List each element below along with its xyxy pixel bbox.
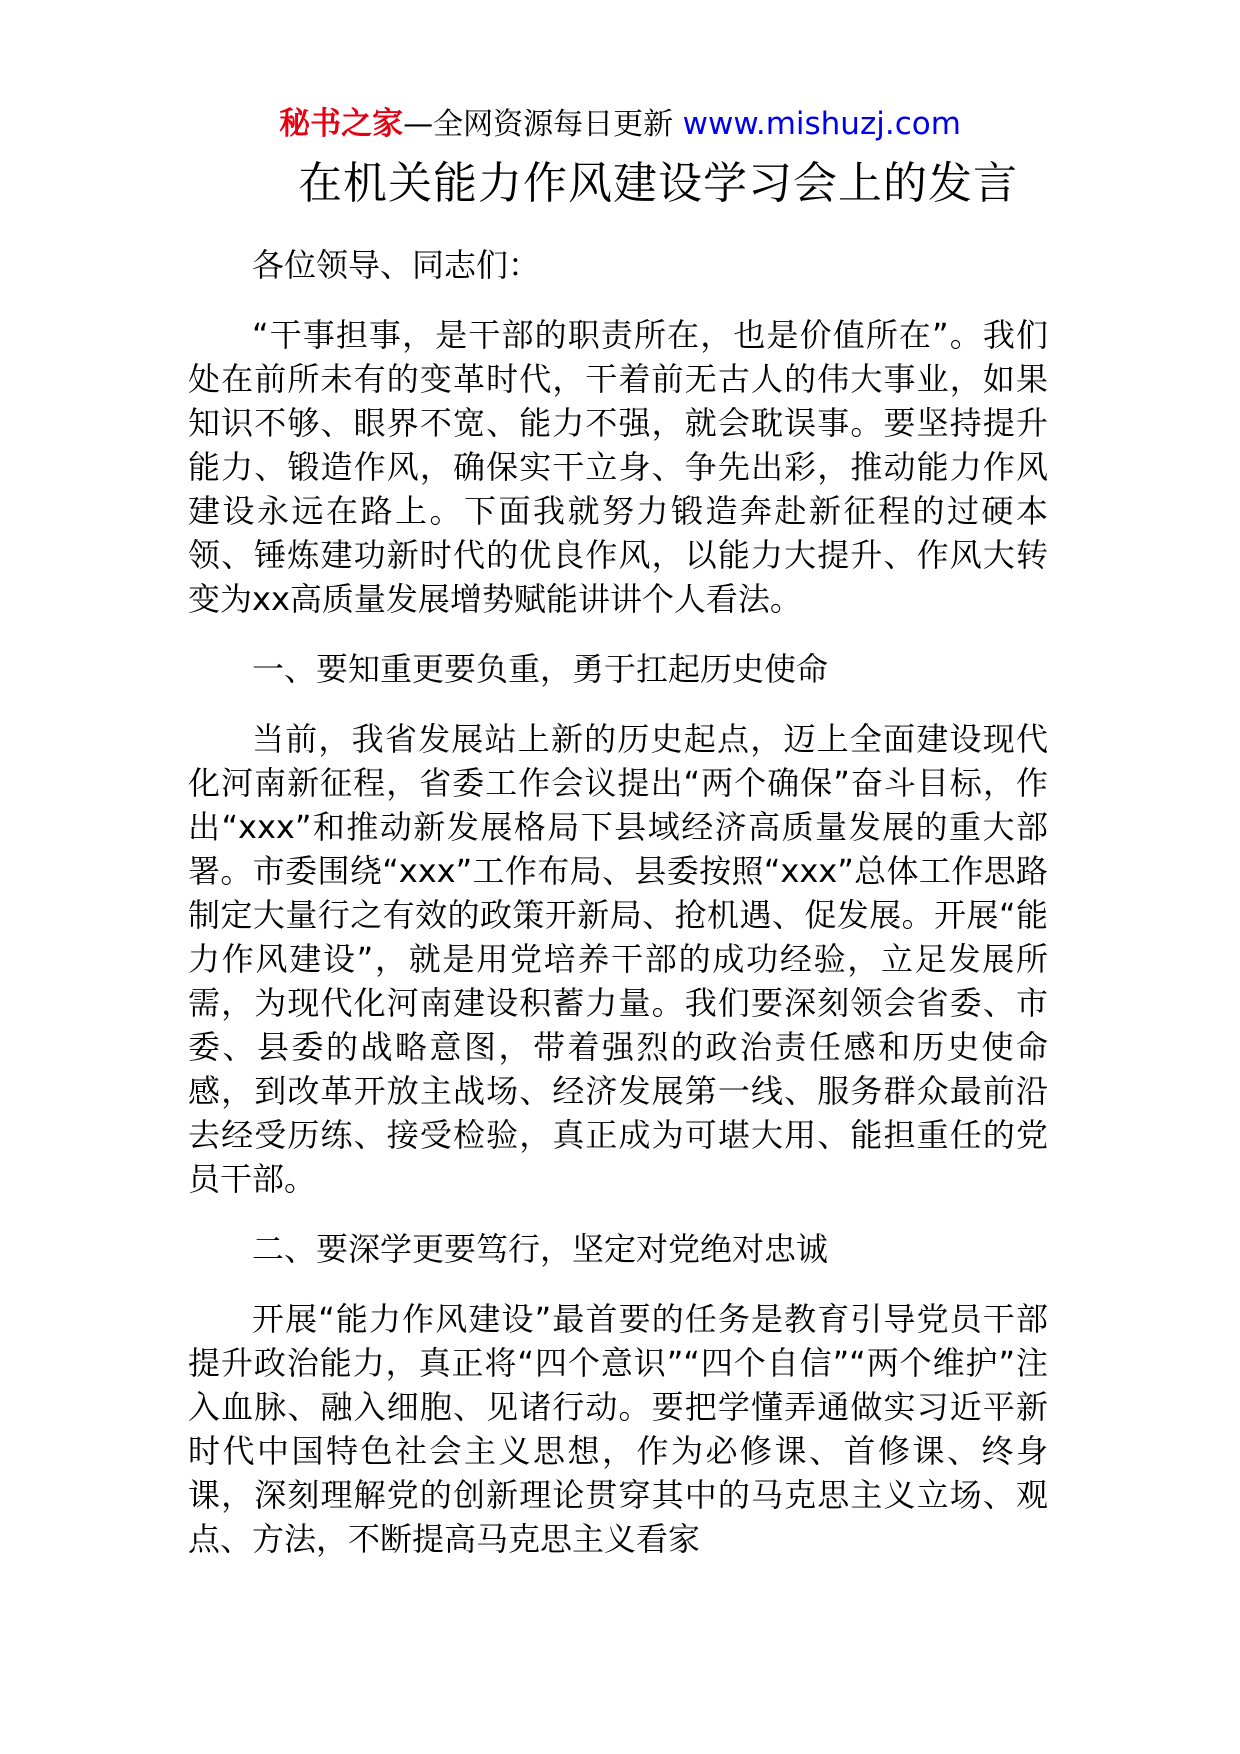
site-brand: 秘书之家 — [279, 106, 404, 142]
paragraph-1: “干事担事，是干部的职责所在，也是价值所在”。我们处在前所未有的变革时代，干着前无古人的伟大事业，如果知识不够、眼界不宽、能力不强，就会耽误事。要坚持提升能力、锻造作风，确保实干立身、争先出彩，推动能力作风建设永远在路上。下面我就努力锻造奔赴新征程的过硬本领、锤炼建功新时代的优良作风，以能力大提升、作风大转变为xx高质量发展增势赋能讲讲个人看法。 — [188, 316, 1048, 618]
site-header — [0, 104, 1240, 145]
section-heading-1: 一、要知重更要负重，勇于扛起历史使命 — [252, 650, 829, 688]
site-url-link[interactable]: www.mishuzj.com — [682, 106, 961, 142]
document-body — [188, 243, 1048, 1561]
section-heading-2: 二、要深学更要笃行，坚定对党绝对忠诚 — [252, 1230, 829, 1268]
paragraph-3: 开展“能力作风建设”最首要的任务是教育引导党员干部提升政治能力，真正将“四个意识”“四个自信”“两个维护”注入血脉、融入细胞、见诸行动。要把学懂弄通做实习近平新时代中国特色社会主义思想，作为必修课、首修课、终身课，深刻理解党的创新理论贯穿其中的马克思主义立场、观点、方法，不断提高马克思主义看家 — [188, 1300, 1048, 1558]
paragraph-2: 当前，我省发展站上新的历史起点，迈上全面建设现代化河南新征程，省委工作会议提出“两个确保”奋斗目标，作出“xxx”和推动新发展格局下县域经济高质量发展的重大部署。市委围绕“xxx”工作布局、县委按照“xxx”总体工作思路制定大量行之有效的政策开新局、抢机遇、促发展。开展“能力作风建设”，就是用党培养干部的成功经验，立足发展所需，为现代化河南建设积蓄力量。我们要深刻领会省委、市委、县委的战略意图，带着强烈的政治责任感和历史使命感，到改革开放主战场、经济发展第一线、服务群众最前沿去经受历练、接受检验，真正成为可堪大用、能担重任的党员干部。 — [188, 720, 1048, 1198]
salutation: 各位领导、同志们： — [252, 246, 541, 284]
document-title: 在机关能力作风建设学习会上的发言 — [298, 158, 1018, 209]
site-slogan: —全网资源每日更新 — [403, 107, 683, 142]
